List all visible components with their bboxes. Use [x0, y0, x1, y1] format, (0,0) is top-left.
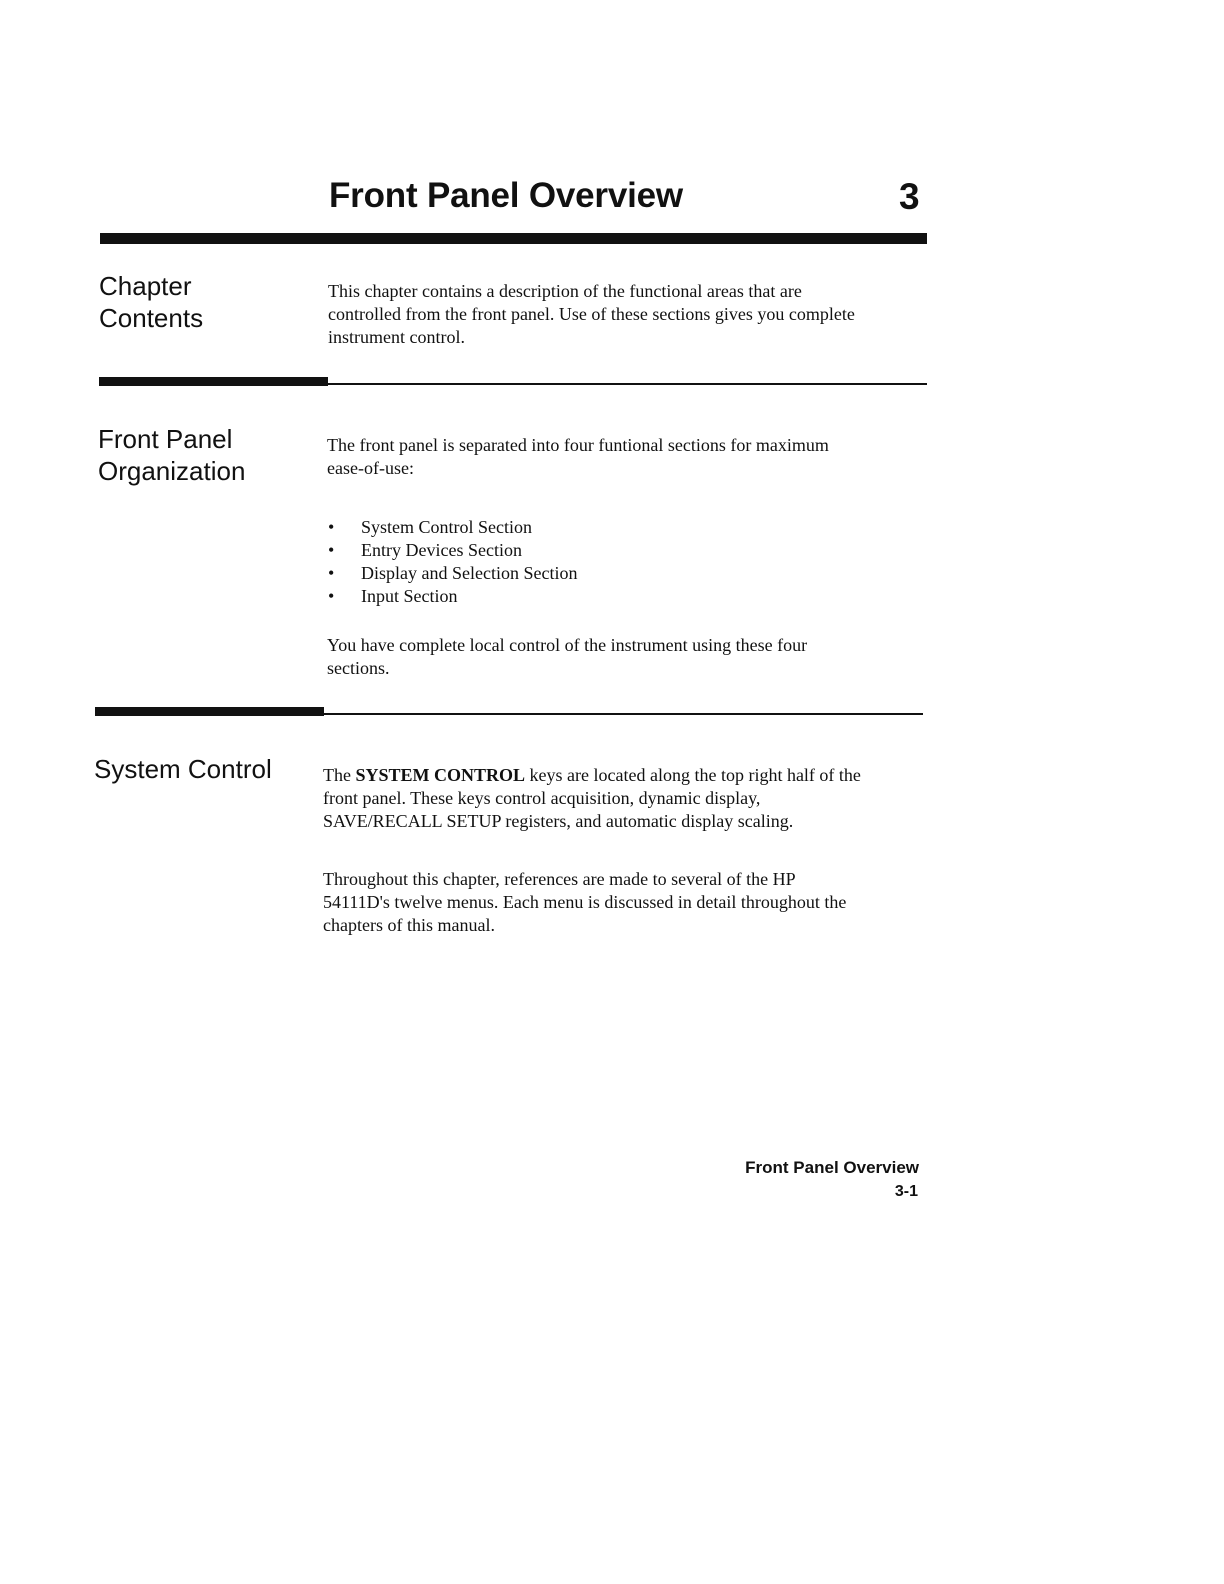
list-item-label: Input Section	[361, 586, 458, 606]
system-control-paragraph	[323, 764, 861, 833]
text-line: chapters of this manual.	[323, 915, 495, 935]
text-line	[323, 765, 861, 785]
system-control-keys-term: SYSTEM CONTROL	[355, 765, 526, 785]
bullet-icon: •	[328, 563, 335, 583]
system-control-heading	[94, 753, 272, 785]
text-line: SAVE/RECALL SETUP registers, and automatic display scaling.	[323, 811, 794, 831]
heading-line: Contents	[99, 303, 204, 333]
heading-line: Organization	[98, 456, 246, 486]
page-number: 3-1	[894, 1183, 918, 1200]
bullet-icon: •	[328, 586, 335, 606]
chapter-contents-paragraph	[328, 280, 855, 349]
heading-line: Chapter	[99, 271, 192, 301]
text-line: Throughout this chapter, references are made to several of the HP	[323, 869, 796, 889]
list-item	[328, 516, 577, 539]
menus-reference-paragraph	[323, 868, 846, 937]
text-line: The front panel is separated into four funtional sections for maximum	[327, 435, 829, 455]
bullet-icon: •	[328, 540, 335, 560]
text-line: front panel. These keys control acquisition, dynamic display,	[323, 788, 761, 808]
chapter-contents-heading	[99, 270, 203, 334]
section-divider-thick	[99, 377, 328, 386]
text-line: This chapter contains a description of the functional areas that are	[328, 281, 802, 301]
organization-intro-paragraph	[327, 434, 829, 480]
text-segment: The	[323, 765, 356, 785]
chapter-header-rule	[100, 233, 927, 244]
text-segment: keys are located along the top right half of the	[525, 765, 861, 785]
footer-chapter-title: Front Panel Overview	[745, 1158, 919, 1177]
sections-bullet-list	[328, 516, 577, 608]
text-line: instrument control.	[328, 327, 465, 347]
chapter-title: Front Panel Overview	[329, 176, 683, 215]
list-item-label: Display and Selection Section	[361, 563, 578, 583]
section-divider	[99, 383, 927, 385]
section-divider-thick	[95, 707, 324, 716]
heading-line: Front Panel	[98, 424, 233, 454]
list-item	[328, 539, 577, 562]
text-line: ease-of-use:	[327, 458, 414, 478]
heading-line: System Control	[94, 754, 272, 784]
list-item-label: System Control Section	[361, 517, 532, 537]
section-divider	[95, 713, 923, 715]
text-line: controlled from the front panel. Use of these sections gives you complete	[328, 304, 855, 324]
list-item	[328, 562, 577, 585]
text-line: You have complete local control of the instrument using these four	[327, 635, 808, 655]
text-line: 54111D's twelve menus. Each menu is discussed in detail throughout the	[323, 892, 847, 912]
list-item-label: Entry Devices Section	[361, 540, 522, 560]
bullet-icon: •	[328, 517, 335, 537]
organization-closing-paragraph	[327, 634, 807, 680]
text-line: sections.	[327, 658, 390, 678]
chapter-number: 3	[899, 176, 920, 217]
list-item	[328, 585, 577, 608]
front-panel-organization-heading	[98, 423, 245, 487]
